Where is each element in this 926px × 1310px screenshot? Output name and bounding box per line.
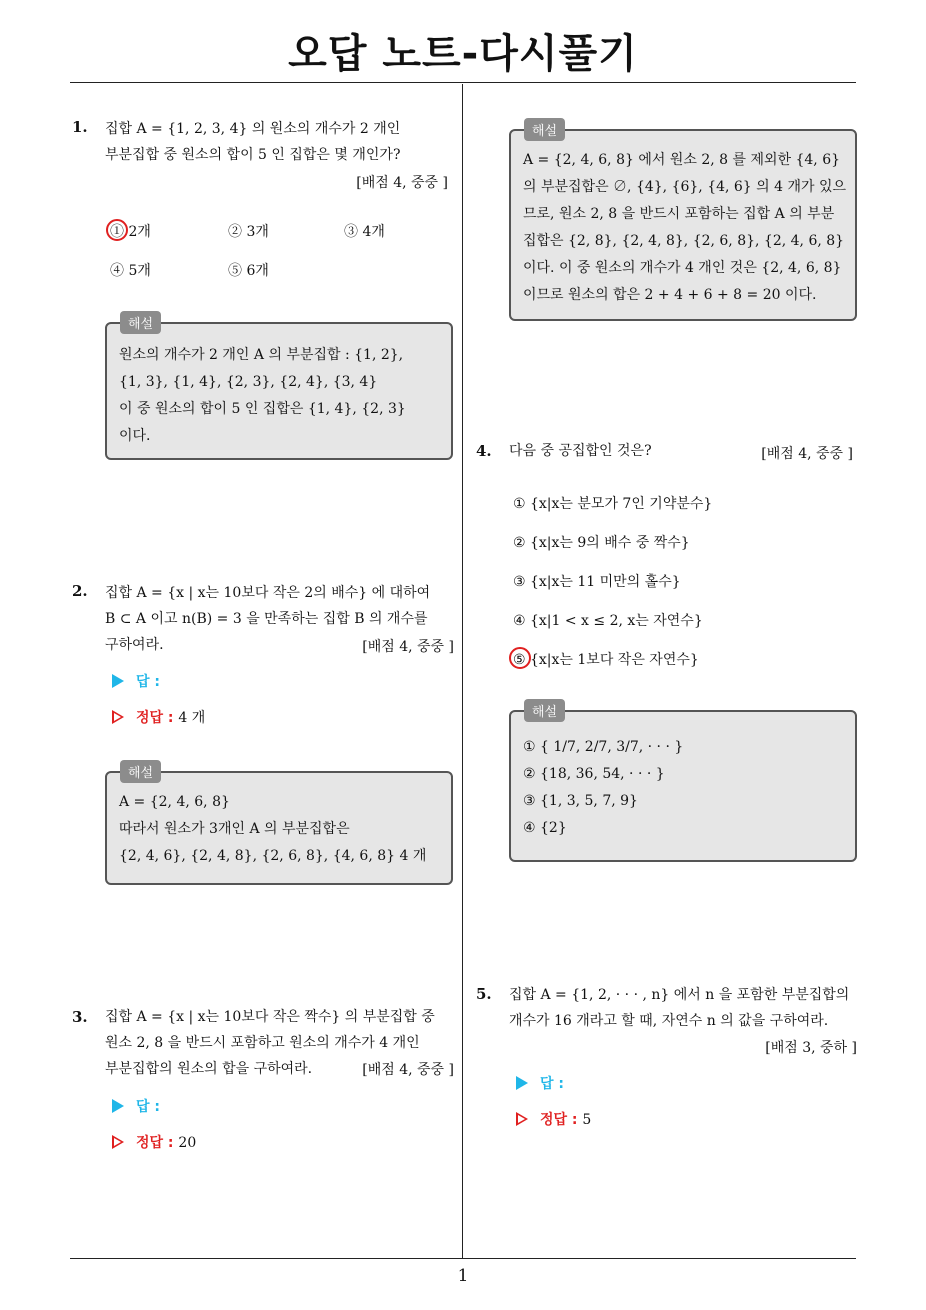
explanation-line: 원소의 개수가 2 개인 A 의 부분집합 : {1, 2}, [119, 347, 404, 363]
question-1-choice-4[interactable]: ④ 5개 [110, 263, 151, 279]
explanation-tag: 해설 [120, 311, 161, 334]
explanation-line: 집합은 {2, 8}, {2, 4, 8}, {2, 6, 8}, {2, 4, 6, 8} [523, 233, 845, 249]
question-line: 구하여라. [105, 637, 164, 653]
question-2-correct-answer [112, 707, 205, 727]
correct-label: 정답 : [136, 710, 174, 726]
question-line: 집합 A = {x | x는 10보다 작은 2의 배수} 에 대하여 [105, 585, 431, 601]
explanation-line: 의 부분집합은 ∅, {4}, {6}, {4, 6} 의 4 개가 있으 [523, 179, 847, 195]
question-line: 부분집합 중 원소의 합이 5 인 집합은 몇 개인가? [105, 147, 401, 163]
question-1-choice-1[interactable]: ① 2개 [110, 224, 151, 240]
question-1-choice-5[interactable]: ⑤ 6개 [228, 263, 269, 279]
question-5-number: 5. [476, 985, 492, 1003]
page-title: 오답 노트-다시풀기 [288, 31, 638, 77]
explanation-line: A = {2, 4, 6, 8} [119, 794, 230, 810]
question-4-choice-1[interactable]: ① {x|x는 분모가 7인 기약분수} [513, 496, 713, 512]
explanation-tag: 해설 [524, 118, 565, 141]
question-3-correct-answer [112, 1132, 196, 1152]
correct-value: 20 [178, 1135, 197, 1151]
play-arrow-icon [516, 1076, 528, 1090]
explanation-line: ④ {2} [523, 820, 567, 836]
question-line: B ⊂ A 이고 n(B) = 3 을 만족하는 집합 B 의 개수를 [105, 611, 428, 627]
question-1-meta: [배점 4, 중중 ] [356, 175, 448, 191]
question-line: 다음 중 공집합인 것은? [509, 443, 652, 459]
question-4-text [509, 438, 652, 464]
answer-label: 답 : [540, 1076, 564, 1092]
question-1-choice-2[interactable]: ② 3개 [228, 224, 269, 240]
explanation-line: ③ {1, 3, 5, 7, 9} [523, 793, 638, 809]
explanation-line: 므로, 원소 2, 8 을 반드시 포함하는 집합 A 의 부분 [523, 206, 835, 222]
question-2-answer-field[interactable] [112, 671, 160, 691]
explanation-line: 이다. [119, 428, 151, 444]
question-5-correct-answer [516, 1109, 591, 1129]
footer-rule [70, 1258, 856, 1259]
outline-arrow-icon [516, 1112, 528, 1126]
question-line: 집합 A = {x | x는 10보다 작은 짝수} 의 부분집합 중 [105, 1009, 435, 1025]
explanation-line: ② {18, 36, 54, · · · } [523, 766, 665, 782]
explanation-line: 이므로 원소의 합은 2 + 4 + 6 + 8 = 20 이다. [523, 287, 817, 303]
question-2-meta: [배점 4, 중중 ] [362, 639, 454, 655]
question-4-choice-3[interactable]: ③ {x|x는 11 미만의 홀수} [513, 574, 681, 590]
answer-label: 답 : [136, 1099, 160, 1115]
correct-value: 4 개 [178, 710, 206, 726]
explanation-line: 이 중 원소의 합이 5 인 집합은 {1, 4}, {2, 3} [119, 401, 406, 417]
outline-arrow-icon [112, 1135, 124, 1149]
question-3-meta: [배점 4, 중중 ] [362, 1062, 454, 1078]
explanation-body [119, 789, 445, 870]
question-1-number: 1. [72, 118, 88, 136]
outline-arrow-icon [112, 710, 124, 724]
question-3-number: 3. [72, 1008, 88, 1026]
question-1-text [105, 116, 400, 168]
question-4-explanation-box [509, 710, 857, 862]
question-4-choice-2[interactable]: ② {x|x는 9의 배수 중 짝수} [513, 535, 690, 551]
play-arrow-icon [112, 674, 124, 688]
play-arrow-icon [112, 1099, 124, 1113]
explanation-line: A = {2, 4, 6, 8} 에서 원소 2, 8 를 제외한 {4, 6} [523, 152, 841, 168]
question-5-text [509, 982, 849, 1034]
explanation-line: 따라서 원소가 3개인 A 의 부분집합은 [119, 821, 350, 837]
question-2-explanation-box [105, 771, 453, 885]
question-3-explanation-box [509, 129, 857, 321]
explanation-body [523, 734, 849, 842]
explanation-body [119, 342, 445, 450]
question-1-choice-3[interactable]: ③ 4개 [344, 224, 385, 240]
page-number: 1 [457, 1266, 469, 1286]
question-5-meta: [배점 3, 중하 ] [765, 1040, 857, 1056]
question-4-number: 4. [476, 442, 492, 460]
explanation-tag: 해설 [120, 760, 161, 783]
question-4-choice-5[interactable]: ⑤ {x|x는 1보다 작은 자연수} [513, 652, 699, 668]
question-4-choice-4[interactable]: ④ {x|1 < x ≤ 2, x는 자연수} [513, 613, 703, 629]
question-line: 집합 A = {1, 2, 3, 4} 의 원소의 개수가 2 개인 [105, 121, 401, 137]
column-divider [462, 84, 463, 1258]
explanation-line: ① { 1/7, 2/7, 3/7, · · · } [523, 739, 684, 755]
correct-label: 정답 : [136, 1135, 174, 1151]
explanation-line: {2, 4, 6}, {2, 4, 8}, {2, 6, 8}, {4, 6, 8} 4 개 [119, 848, 427, 864]
explanation-line: 이다. 이 중 원소의 개수가 4 개인 것은 {2, 4, 6, 8} [523, 260, 842, 276]
question-line: 집합 A = {1, 2, · · · , n} 에서 n 을 포함한 부분집합의 [509, 987, 850, 1003]
question-2-number: 2. [72, 582, 88, 600]
question-5-answer-field[interactable] [516, 1073, 564, 1093]
question-3-answer-field[interactable] [112, 1096, 160, 1116]
correct-label: 정답 : [540, 1112, 578, 1128]
question-4-meta: [배점 4, 중중 ] [761, 446, 853, 462]
explanation-body [523, 147, 853, 309]
question-line: 원소 2, 8 을 반드시 포함하고 원소의 개수가 4 개인 [105, 1035, 420, 1051]
header-rule [70, 82, 856, 83]
question-line: 개수가 16 개라고 할 때, 자연수 n 의 값을 구하여라. [509, 1013, 829, 1029]
explanation-line: {1, 3}, {1, 4}, {2, 3}, {2, 4}, {3, 4} [119, 374, 378, 390]
question-1-explanation-box [105, 322, 453, 460]
correct-value: 5 [582, 1112, 592, 1128]
answer-label: 답 : [136, 674, 160, 690]
question-line: 부분집합의 원소의 합을 구하여라. [105, 1061, 313, 1077]
explanation-tag: 해설 [524, 699, 565, 722]
